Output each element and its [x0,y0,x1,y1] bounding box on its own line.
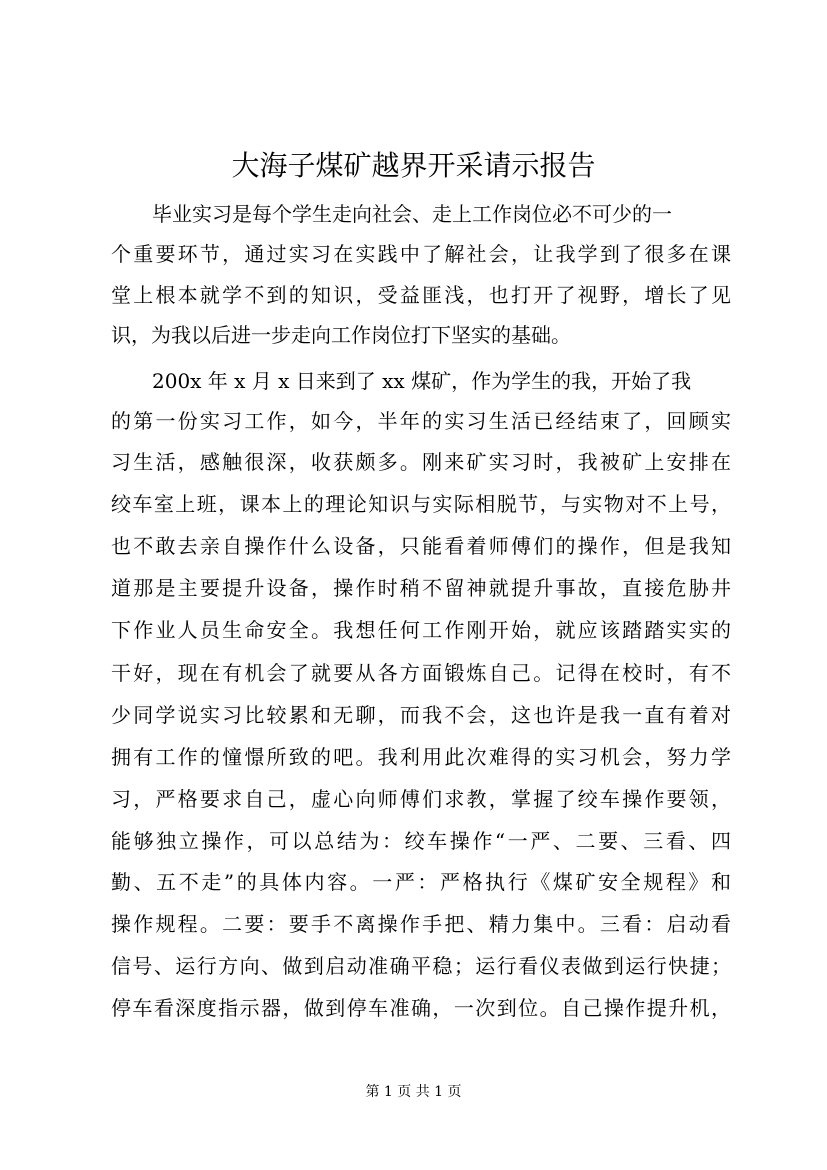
text-line: 习生活，感触很深，收获颇多。刚来矿实习时，我被矿上安排在 [111,450,731,474]
text-line: 干好，现在有机会了就要从各方面锻炼自己。记得在校时，有不 [111,661,731,685]
text-line: 操作规程。二要：要手不离操作手把、精力集中。三看：启动看 [111,912,731,936]
text-line: 拥有工作的憧憬所致的吧。我利用此次难得的实习机会，努力学 [111,745,731,769]
text-line: 绞车室上班，课本上的理论知识与实际相脱节，与实物对不上号， [111,492,731,516]
text-line: 的第一份实习工作，如今，半年的实习生活已经结束了，回顾实 [111,409,731,433]
text-line: 少同学说实习比较累和无聊，而我不会，这也许是我一直有着对 [111,703,731,727]
text-line: 识，为我以后进一步走向工作岗位打下坚实的基础。 [111,323,571,347]
page-title: 大海子煤矿越界开采请示报告 [231,149,596,182]
text-line: 个重要环节，通过实习在实践中了解社会，让我学到了很多在课 [111,242,731,266]
page-footer: 第 1 页 共 1 页 [365,1084,462,1100]
text-line: 勤、五不走”的具体内容。一严：严格执行《煤矿安全规程》和 [111,870,731,894]
text-line: 道那是主要提升设备，操作时稍不留神就提升事故，直接危胁井 [111,576,731,600]
text-line: 毕业实习是每个学生走向社会、走上工作岗位必不可少的一 [152,202,672,226]
text-line: 堂上根本就学不到的知识，受益匪浅，也打开了视野，增长了见 [111,283,731,307]
text-line: 习，严格要求自己，虚心向师傅们求教，掌握了绞车操作要领， [111,787,731,811]
text-line: 停车看深度指示器，做到停车准确，一次到位。自己操作提升机， [111,996,731,1020]
text-line: 下作业人员生命安全。我想任何工作刚开始，就应该踏踏实实的 [111,618,731,642]
text-line: 也不敢去亲自操作什么设备，只能看着师傅们的操作，但是我知 [111,534,731,558]
text-line: 信号、运行方向、做到启动准确平稳；运行看仪表做到运行快捷； [111,954,731,978]
text-line: 200x 年 x 月 x 日来到了 xx 煤矿，作为学生的我，开始了我 [152,369,692,393]
text-line: 能够独立操作，可以总结为：绞车操作“一严、二要、三看、四 [111,829,731,853]
